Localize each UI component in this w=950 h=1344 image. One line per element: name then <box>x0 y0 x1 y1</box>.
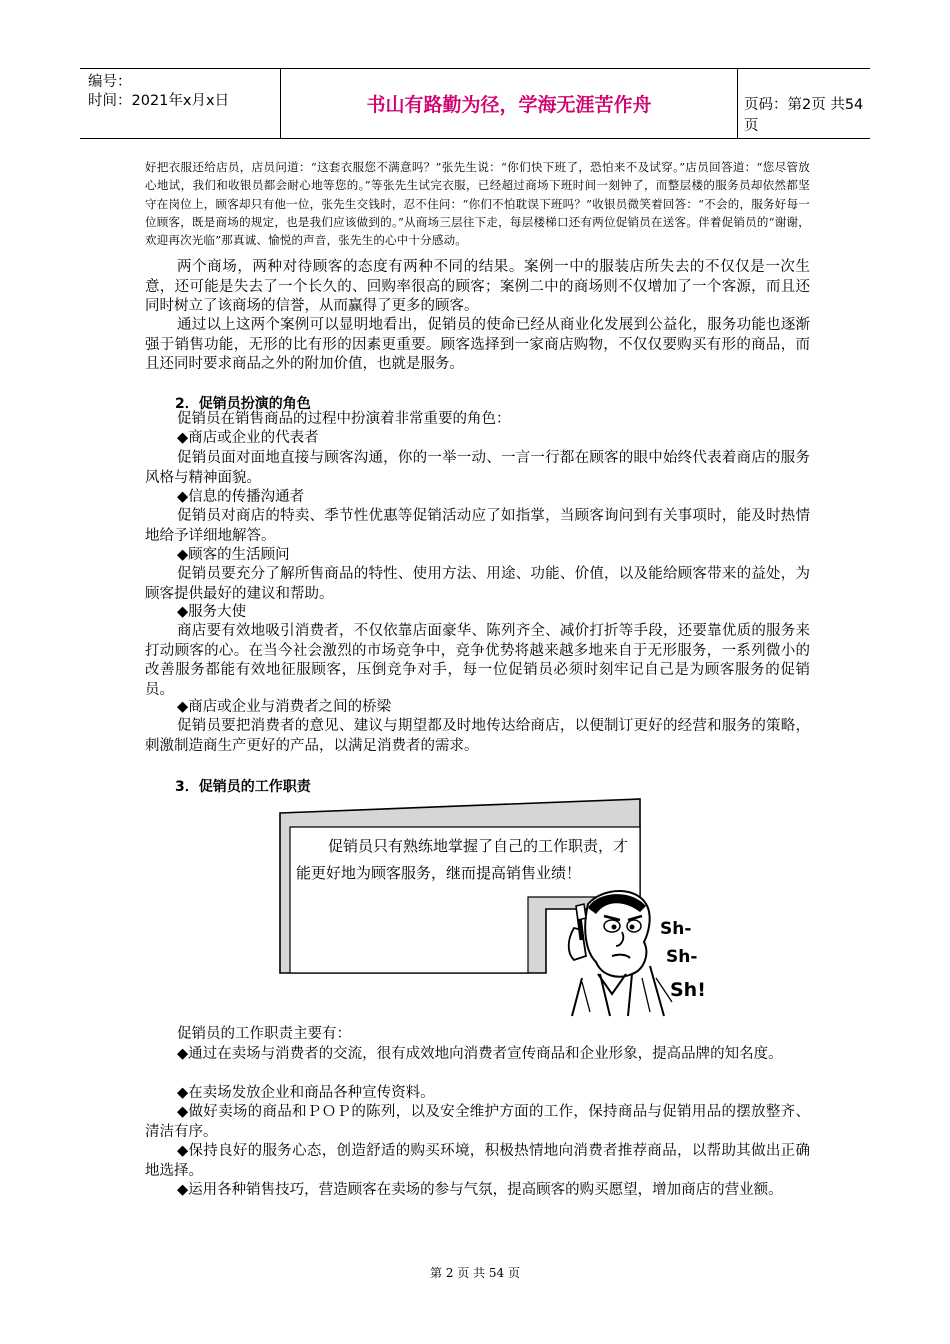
section-2-intro: 促销员在销售商品的过程中扮演着非常重要的角色： <box>177 411 511 427</box>
document-number-label: 编号： <box>88 74 132 90</box>
conclusion-paragraph-2: 通过以上这两个案例可以显明地看出，促销员的使命已经从商业化发展到公益化，服务功能也逐渐强于销售功能，无形的比有形的因素更重要。顾客选择到一家商店购物，不仅仅要购买有形的商品，而且还同时要求商品之外的附加价值，也就是服务。 <box>145 317 810 372</box>
story-continuation: 好把衣服还给店员，店员问道：“这套衣服您不满意吗？”张先生说：“你们快下班了，恐怕来不及试穿。”店员回答道：“您尽管放心地试，我们和收银员都会耐心地等您的。”等张先生试完衣服，已经超过商场下班时间一刻钟了，而整层楼的服务员却依然都坚守在岗位上，顾客却只有他一位，张先生交钱时，忍不住问：“你们不怕耽误下班吗？”收银员微笑着回答：“不会的，服务好每一位顾客，既是商场的规定，也是我们应该做到的。”从商场三层往下走，每层楼梯口还有两位促销员在送客。伴着促销员的“谢谢，欢迎再次光临”那真诚、愉悦的声音，张先生的心中十分感动。 <box>145 160 810 248</box>
duty-5: ◆运用各种销售技巧，营造顾客在卖场的参与气氛，提高顾客的购买愿望，增加商店的营业额。 <box>177 1182 783 1198</box>
cartoon-sound-3: Sh! <box>670 979 706 1001</box>
role-4-description: 商店要有效地吸引消费者，不仅依靠店面豪华、陈列齐全、减价打折等手段，还要靠优质的服务来打动顾客的心。在当今社会激烈的市场竞争中，竞争优势将越来越多地来自于无形服务，一系列微小的改善服务都能有效地征服顾客，压倒竞争对手，每一位促销员必须时刻牢记自己是为顾客服务的促销员。 <box>145 623 810 698</box>
cartoon-sound-1: Sh- <box>660 919 692 939</box>
role-5-title: ◆商店或企业与消费者之间的桥梁 <box>177 699 392 715</box>
role-1-description: 促销员面对面地直接与顾客沟通，你的一举一动、一言一行都在顾客的眼中始终代表着商店的服务风格与精神面貌。 <box>145 450 810 486</box>
header-motto: 书山有路勤为径，学海无涯苦作舟 <box>280 69 738 138</box>
header-meta <box>88 73 229 111</box>
role-4-title: ◆服务大使 <box>177 604 247 620</box>
section-3-heading: 3．促销员的工作职责 <box>175 779 311 795</box>
role-2-title: ◆信息的传播沟通者 <box>177 489 305 505</box>
duty-3: ◆做好卖场的商品和ＰＯＰ的陈列，以及安全维护方面的工作，保持商品与促销用品的摆放整齐、清洁有序。 <box>145 1104 810 1140</box>
shushing-man-illustration <box>552 882 707 1017</box>
document-time-label: 时间：2021年x月x日 <box>88 93 230 109</box>
header-page-label: 页码：第2页 共54页 <box>744 97 864 134</box>
page-header <box>80 68 870 139</box>
duty-2: ◆在卖场发放企业和商品各种宣传资料。 <box>177 1085 435 1101</box>
role-1-title: ◆商店或企业的代表者 <box>177 430 319 446</box>
page-footer: 第 2 页 共 54 页 <box>430 1266 520 1280</box>
callout-text: 促销员只有熟练地掌握了自己的工作职责，才能更好地为顾客服务，继而提高销售业绩！ <box>296 837 629 882</box>
duties-intro: 促销员的工作职责主要有： <box>177 1026 351 1042</box>
duty-1: ◆通过在卖场与消费者的交流，很有成效地向消费者宣传商品和企业形象，提高品牌的知名度。 <box>177 1046 783 1062</box>
section-2-heading: 2．促销员扮演的角色 <box>175 396 311 412</box>
role-3-title: ◆顾客的生活顾问 <box>177 547 290 563</box>
role-2-description: 促销员对商店的特卖、季节性优惠等促销活动应了如指掌，当顾客询问到有关事项时，能及时热情地给予详细地解答。 <box>145 508 810 544</box>
cartoon-sound-2: Sh- <box>666 947 698 967</box>
role-5-description: 促销员要把消费者的意见、建议与期望都及时地传达给商店，以便制订更好的经营和服务的策略，刺激制造商生产更好的产品，以满足消费者的需求。 <box>145 718 810 754</box>
conclusion-paragraph-1: 两个商场，两种对待顾客的态度有两种不同的结果。案例一中的服装店所失去的不仅仅是一次生意，还可能是失去了一个长久的、回购率很高的顾客；案例二中的商场则不仅增加了一个客源，而且还同时树立了该商场的信誉，从而赢得了更多的顾客。 <box>145 259 810 314</box>
duty-4: ◆保持良好的服务心态，创造舒适的购买环境，积极热情地向消费者推荐商品，以帮助其做出正确地选择。 <box>145 1143 810 1179</box>
role-3-description: 促销员要充分了解所售商品的特性、使用方法、用途、功能、价值，以及能给顾客带来的益处，为顾客提供最好的建议和帮助。 <box>145 566 810 602</box>
